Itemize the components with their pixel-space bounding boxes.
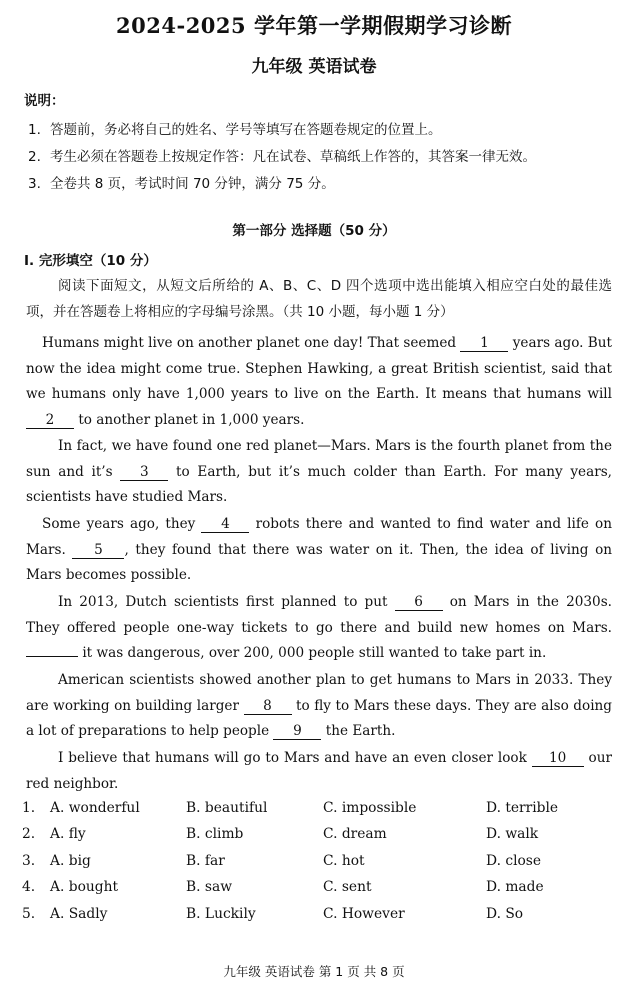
passage-paragraph-6	[26, 746, 612, 797]
passage-text: In 2013, Dutch scientists first planned to put	[58, 594, 395, 610]
option-b: B. saw	[186, 879, 233, 896]
passage-text: Humans might live on another planet one day! That seemed	[42, 335, 461, 351]
note-text: 答题前，务必将自己的姓名、学号等填写在答题卷规定的位置上。	[50, 122, 442, 138]
blank-3: 3	[120, 465, 168, 481]
note-text: 全卷共 8 页，考试时间 70 分钟，满分 75 分。	[50, 176, 335, 192]
note-number: 2.	[28, 149, 41, 165]
question-number: 1.	[22, 800, 36, 816]
option-d: D. close	[486, 852, 542, 869]
option-row-4	[22, 879, 612, 905]
option-row-5	[22, 906, 612, 932]
passage-text: American scientists showed another plan to get humans to Mars in 2033. They are working on building larger	[26, 672, 612, 714]
note-number: 1.	[28, 122, 41, 138]
passage-paragraph-5	[26, 668, 612, 745]
question-number: 3.	[22, 852, 36, 869]
option-c: C. However	[323, 905, 405, 922]
blank-9: 9	[273, 724, 321, 740]
passage-paragraph-1	[26, 331, 612, 433]
blank-10: 10	[532, 751, 584, 767]
passage-text: on Mars in the 2030s. They offered people one-way tickets to go there and build new homes on Mars.	[26, 594, 612, 636]
note-number: 3.	[28, 176, 41, 192]
note-text: 考生必须在答题卷上按规定作答：凡在试卷、草稿纸上作答的，其答案一律无效。	[50, 149, 536, 165]
option-row-3	[22, 853, 612, 879]
passage-text: to fly to Mars these days. They are also doing a lot of preparations to help people	[26, 697, 612, 739]
exam-title: 2024-2025 学年第一学期假期学习诊断	[116, 13, 512, 38]
answer-options	[22, 800, 612, 932]
note-item	[28, 118, 442, 138]
question-number: 4.	[22, 879, 36, 896]
passage-paragraph-2	[26, 434, 612, 511]
passage-paragraph-4	[26, 590, 612, 667]
blank-1: 1	[460, 336, 508, 352]
option-row-2	[22, 826, 612, 852]
option-c: C. sent	[323, 879, 372, 896]
option-b: B. climb	[186, 826, 244, 843]
blank-7	[26, 656, 78, 657]
option-d: D. made	[486, 879, 544, 896]
question-number: 2.	[22, 826, 36, 843]
blank-8: 8	[244, 699, 292, 715]
option-a: A. big	[50, 852, 91, 869]
passage-text: I believe that humans will go to Mars and have an even closer look	[58, 750, 532, 766]
option-d: D. walk	[486, 826, 539, 843]
blank-5: 5	[72, 543, 124, 559]
option-b: B. Luckily	[186, 905, 256, 922]
page-footer: 九年级 英语试卷 第 1 页 共 8 页	[223, 964, 405, 979]
blank-6: 6	[395, 595, 443, 611]
blank-2: 2	[26, 413, 74, 429]
exam-subtitle: 九年级 英语试卷	[251, 57, 377, 77]
option-b: B. beautiful	[186, 800, 268, 816]
passage-text: In fact, we have found one red planet—Mars. Mars is the fourth planet from the sun and it’s	[26, 438, 612, 480]
passage-text: it was dangerous, over 200, 000 people still wanted to take part in.	[78, 645, 547, 661]
passage-text: to Earth, but it’s much colder than Earth. For many years, scientists have studied Mars.	[26, 463, 612, 505]
option-c: C. dream	[323, 826, 387, 843]
passage-paragraph-3	[26, 512, 612, 589]
option-c: C. hot	[323, 852, 365, 869]
option-a: A. Sadly	[50, 905, 108, 922]
question-number: 5.	[22, 905, 36, 922]
passage-text: years ago. But now the idea might come true. Stephen Hawking, a great British scientist, said that we humans only have 1,000 years to live on the Earth. It means that humans will	[26, 335, 613, 402]
section-instructions: 阅读下面短文，从短文后所给的 A、B、C、D 四个选项中选出能填入相应空白处的最佳选项，并在答题卷上将相应的字母编号涂黑。（共 10 小题，每小题 1 分）	[26, 278, 612, 320]
passage-text: Some years ago, they	[42, 516, 202, 532]
option-d: D. terrible	[486, 800, 559, 816]
passage-text: , they found that there was water on it. Then, the idea of living on Mars becomes possible.	[26, 541, 613, 583]
note-item	[28, 145, 536, 165]
option-row-1	[22, 800, 612, 826]
note-item	[28, 172, 335, 192]
notes-heading: 说明：	[24, 93, 65, 109]
passage-text: our red neighbor.	[26, 750, 612, 792]
part-one-heading: 第一部分 选择题（50 分）	[232, 223, 396, 239]
option-a: A. fly	[50, 826, 86, 843]
option-d: D. So	[486, 905, 524, 922]
section-heading: I. 完形填空（10 分）	[24, 253, 157, 269]
blank-4: 4	[201, 517, 249, 533]
option-c: C. impossible	[323, 800, 417, 816]
passage-text: the Earth.	[321, 723, 396, 739]
passage-text: robots there and wanted to find water and life on Mars.	[26, 516, 612, 558]
option-b: B. far	[186, 852, 225, 869]
option-a: A. wonderful	[50, 800, 140, 816]
option-a: A. bought	[50, 879, 119, 896]
passage-text: to another planet in 1,000 years.	[74, 411, 305, 428]
